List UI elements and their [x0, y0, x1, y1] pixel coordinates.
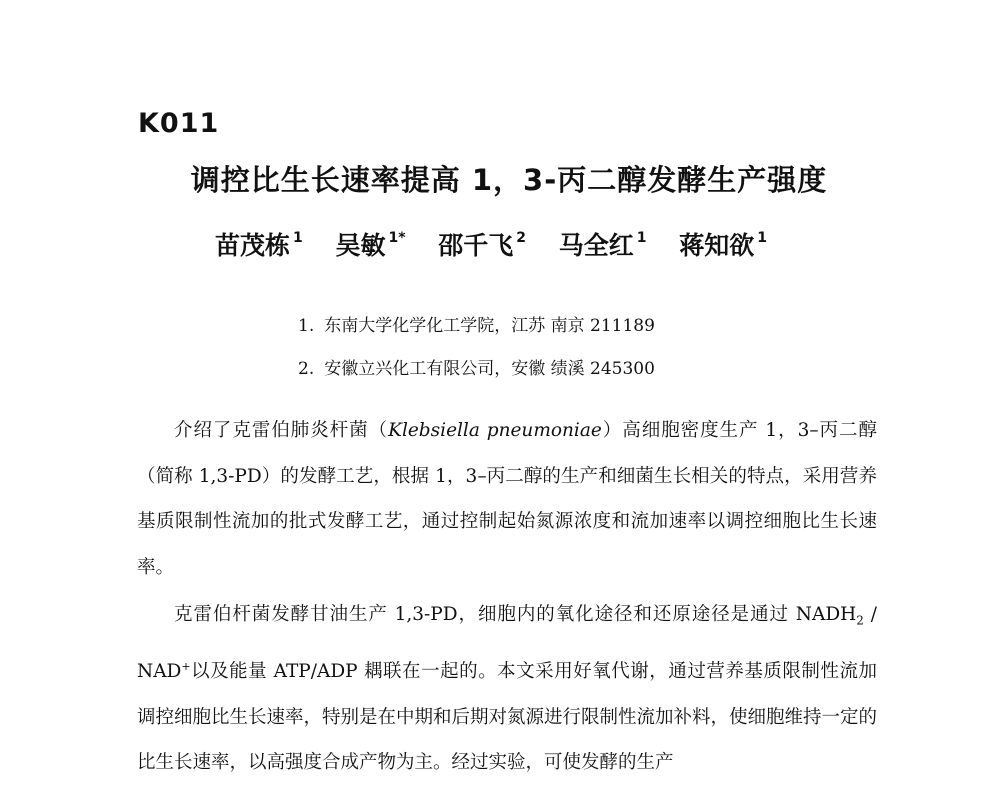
- affiliation-text: 安徽立兴化工有限公司，安徽 绩溪 245300: [324, 359, 655, 379]
- author-name: 蒋知欲: [679, 231, 755, 260]
- author-affiliation-mark: 1: [757, 230, 768, 246]
- author-name: 苗茂栋: [215, 231, 291, 260]
- author-name: 马全红: [558, 231, 634, 260]
- affiliation-2: [298, 354, 655, 379]
- author-name: 邵千飞: [438, 231, 514, 260]
- species-name: Klebsiella pneumoniae: [388, 420, 602, 441]
- author: [335, 226, 405, 262]
- author-list: [215, 226, 835, 262]
- paragraph-text: / NAD: [137, 604, 877, 683]
- affiliation-number: 1.: [298, 316, 315, 336]
- author: [679, 226, 767, 262]
- paragraph-text: 克雷伯杆菌发酵甘油生产 1,3-PD，细胞内的氧化途径和还原途径是通过 NADH: [174, 604, 857, 625]
- subscript: 2: [856, 613, 864, 628]
- author-affiliation-mark: 2: [516, 230, 527, 246]
- affiliation-1: [298, 311, 655, 336]
- paper-title: 调控比生长速率提高 1，3-丙二醇发酵生产强度: [190, 163, 828, 197]
- paper-code: K011: [138, 108, 220, 139]
- affiliation-text: 东南大学化学化工学院，江苏 南京 211189: [324, 316, 655, 336]
- abstract-paragraph-1: [137, 408, 877, 590]
- paragraph-text: 介绍了克雷伯肺炎杆菌（: [174, 420, 389, 441]
- author: [215, 226, 303, 262]
- paragraph-text: 以及能量 ATP/ADP 耦联在一起的。本文采用好氧代谢，通过营养基质限制性流加调控细胞比生长速率，特别是在中期和后期对氮源进行限制性流加补料，使细胞维持一定的比生长速率，以高强度合成产物为主。经过实验，可使发酵的生产: [137, 661, 878, 774]
- superscript: +: [181, 660, 191, 674]
- affiliation-number: 2.: [298, 359, 315, 379]
- author: [559, 226, 647, 262]
- author-name: 吴敏: [335, 231, 386, 260]
- abstract-paragraph-2: [137, 592, 877, 786]
- author: [438, 226, 526, 262]
- author-affiliation-mark: 1: [636, 230, 647, 246]
- author-affiliation-mark: 1: [293, 230, 303, 246]
- author-affiliation-mark: 1*: [388, 230, 406, 246]
- paragraph-text: ）高细胞密度生产 1，3–丙二醇（简称 1,3-PD）的发酵工艺，根据 1，3–丙二醇的生产和细菌生长相关的特点，采用营养基质限制性流加的批式发酵工艺，通过控制起始氮源浓度和流加速率以调控细胞比生长速率。: [137, 420, 877, 578]
